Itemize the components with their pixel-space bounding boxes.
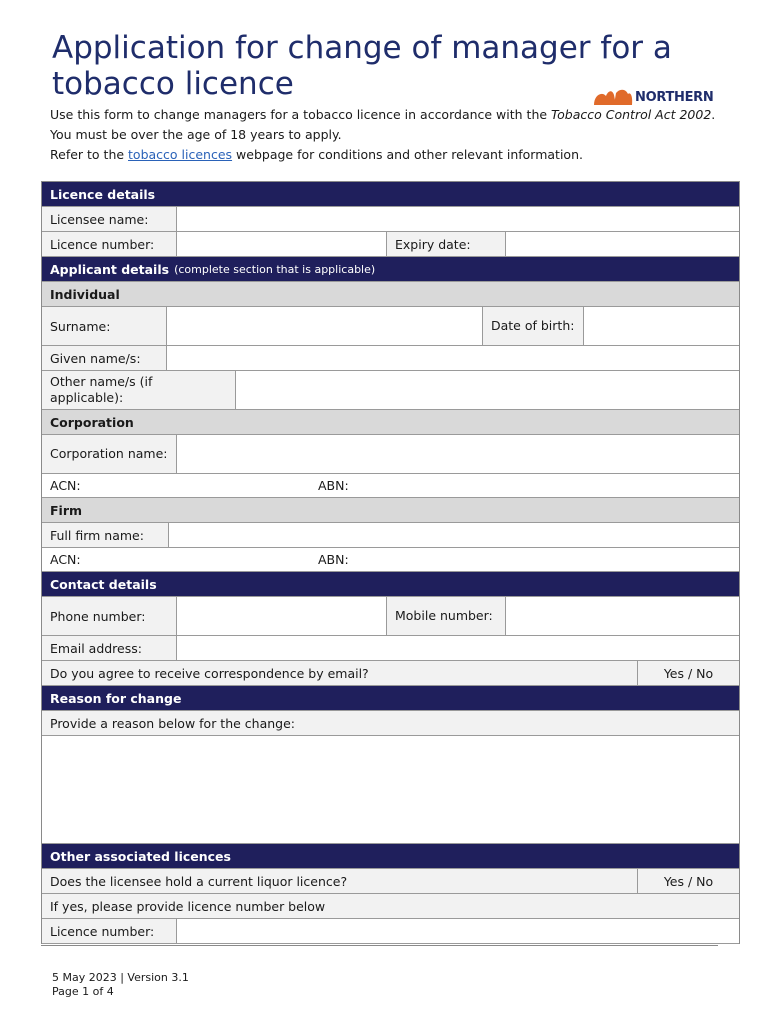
surname-field[interactable]: [167, 307, 483, 345]
corporation-name-field[interactable]: [177, 435, 739, 473]
application-form: [41, 181, 740, 944]
other-names-label: Other name/s (if applicable):: [42, 371, 236, 409]
mobile-number-label: Mobile number:: [387, 597, 506, 635]
liquor-licence-number-label: Licence number:: [42, 919, 177, 943]
firm-acn-label: ACN:: [50, 552, 81, 567]
reason-prompt: Provide a reason below for the change:: [50, 715, 296, 731]
logo-mark-icon: [592, 87, 634, 107]
dob-field[interactable]: [584, 307, 739, 345]
footer-page: Page 1 of 4: [52, 985, 114, 998]
logo-text: NORTHERN: [635, 89, 714, 105]
corporation-abn-label: ABN:: [318, 478, 349, 493]
reason-textarea[interactable]: [42, 736, 739, 843]
northern-territory-logo: [592, 86, 722, 108]
expiry-date-label: Expiry date:: [387, 232, 506, 256]
corporation-name-label: Corporation name:: [42, 435, 177, 473]
footer: [52, 971, 189, 999]
licence-number-field[interactable]: [177, 232, 387, 256]
liquor-licence-number-field[interactable]: [177, 919, 739, 943]
full-firm-name-field[interactable]: [169, 523, 739, 547]
reason-header: Reason for change: [42, 686, 739, 711]
intro: [50, 106, 740, 163]
email-address-field[interactable]: [177, 636, 739, 660]
other-licences-header: Other associated licences: [42, 844, 739, 869]
phone-number-field[interactable]: [177, 597, 387, 635]
intro-line-1: Use this form to change managers for a tobacco licence in accordance with the Tobacco Control Act 2002.: [50, 107, 716, 122]
dob-label: Date of birth:: [483, 307, 584, 345]
licence-number-label: Licence number:: [42, 232, 177, 256]
email-consent-yes-no[interactable]: Yes / No: [637, 661, 739, 685]
given-names-field[interactable]: [167, 346, 739, 370]
email-address-label: Email address:: [42, 636, 177, 660]
footer-divider: [41, 945, 718, 946]
corporation-subheader: Corporation: [42, 410, 739, 435]
intro-line-3: Refer to the tobacco licences webpage for conditions and other relevant information.: [50, 147, 583, 162]
licence-details-header: Licence details: [42, 182, 739, 207]
other-names-field[interactable]: [236, 371, 739, 409]
individual-subheader: Individual: [42, 282, 739, 307]
page-title: Application for change of manager for a tobacco licence: [52, 30, 672, 102]
mobile-number-field[interactable]: [506, 597, 739, 635]
phone-number-label: Phone number:: [42, 597, 177, 635]
full-firm-name-label: Full firm name:: [42, 523, 169, 547]
tobacco-licences-link[interactable]: tobacco licences: [128, 147, 233, 162]
intro-line-2: You must be over the age of 18 years to apply.: [50, 127, 342, 142]
licensee-name-label: Licensee name:: [42, 207, 177, 231]
corporation-acn-label: ACN:: [50, 478, 81, 493]
expiry-date-field[interactable]: [506, 232, 739, 256]
footer-version: 5 May 2023 | Version 3.1: [52, 971, 189, 984]
firm-abn-label: ABN:: [318, 552, 349, 567]
licensee-name-field[interactable]: [177, 207, 739, 231]
contact-details-header: Contact details: [42, 572, 739, 597]
if-yes-instruction: If yes, please provide licence number below: [50, 898, 326, 914]
email-consent-question: Do you agree to receive correspondence by email?: [50, 665, 369, 681]
given-names-label: Given name/s:: [42, 346, 167, 370]
applicant-details-header: Applicant details (complete section that is applicable): [42, 257, 739, 282]
firm-subheader: Firm: [42, 498, 739, 523]
liquor-licence-yes-no[interactable]: Yes / No: [637, 869, 739, 893]
surname-label: Surname:: [42, 307, 167, 345]
liquor-licence-question: Does the licensee hold a current liquor licence?: [50, 873, 348, 889]
